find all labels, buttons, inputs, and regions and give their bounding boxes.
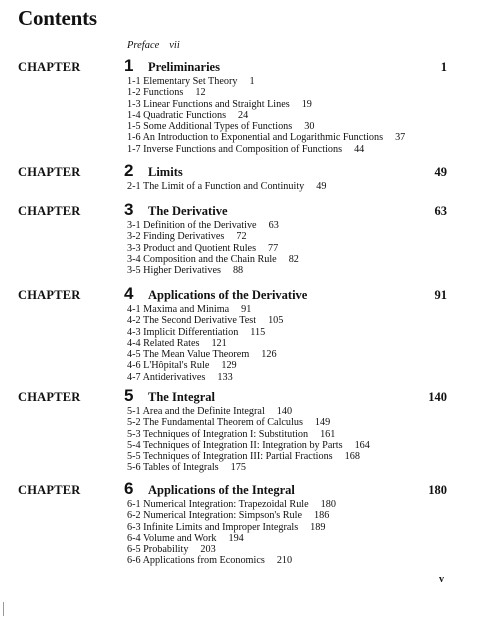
- chapter-number: 2: [124, 161, 134, 180]
- section-entry: [127, 315, 283, 326]
- section-list: [127, 406, 370, 474]
- section-page: 210: [276, 555, 293, 567]
- section-entry: [127, 327, 283, 338]
- section-number: 5-5: [127, 451, 141, 463]
- section-page: 82: [288, 253, 299, 265]
- section-number: 5-4: [127, 439, 141, 451]
- section-number: 5-6: [127, 462, 141, 474]
- section-entry: [127, 144, 405, 155]
- section-entry: [127, 243, 299, 254]
- section-title: Area and the Definite Integral: [142, 406, 265, 417]
- section-entry: [127, 121, 405, 132]
- section-entry: [127, 429, 370, 440]
- section-title: Antiderivatives: [142, 371, 206, 383]
- section-number: 5-2: [127, 417, 141, 429]
- section-page: 126: [261, 349, 277, 361]
- section-entry: [127, 451, 370, 462]
- section-title: Quadratic Functions: [143, 109, 227, 121]
- section-number: 1-7: [127, 143, 141, 155]
- section-entry: [127, 231, 299, 242]
- section-number: 1-3: [127, 98, 141, 110]
- chapter-word: CHAPTER: [18, 483, 81, 497]
- section-title: Volume and Work: [142, 532, 217, 544]
- section-title: Numerical Integration: Trapezoidal Rule: [143, 499, 309, 510]
- chapter-page: 180: [428, 483, 447, 497]
- section-number: 6-2: [127, 510, 141, 522]
- chapter-title: The Integral: [148, 390, 216, 404]
- chapter-word: CHAPTER: [18, 165, 81, 179]
- section-page: 77: [268, 242, 279, 254]
- section-page: 91: [241, 304, 252, 315]
- section-title: Composition and the Chain Rule: [143, 253, 277, 265]
- section-page: 161: [320, 428, 336, 440]
- section-entry: [127, 522, 336, 533]
- section-title: Techniques of Integration III: Partial Fractions: [142, 451, 333, 463]
- section-entry: [127, 360, 283, 371]
- section-entry: [127, 462, 370, 473]
- chapter-page: 140: [428, 390, 447, 404]
- section-number: 3-2: [127, 231, 141, 243]
- section-number: 1-4: [127, 109, 141, 121]
- section-list: [127, 220, 299, 276]
- section-title: The Second Derivative Test: [142, 315, 257, 327]
- section-number: 1-5: [127, 121, 141, 133]
- section-entry: [127, 254, 299, 265]
- section-title: Linear Functions and Straight Lines: [143, 98, 290, 110]
- section-entry: [127, 510, 336, 521]
- section-entry: [127, 76, 405, 87]
- section-title: Techniques of Integration II: Integration by Parts: [142, 439, 343, 451]
- section-list: [127, 181, 326, 192]
- preface-label: Preface: [127, 40, 160, 51]
- section-entry: [127, 372, 283, 383]
- section-entry: [127, 349, 283, 360]
- section-page: 180: [320, 499, 336, 510]
- section-page: 121: [211, 337, 227, 349]
- section-number: 5-3: [127, 428, 141, 440]
- section-page: 129: [221, 360, 237, 372]
- section-title: Tables of Integrals: [142, 462, 219, 474]
- section-number: 4-5: [127, 349, 141, 361]
- section-number: 3-4: [127, 253, 141, 265]
- chapter-title: Preliminaries: [148, 60, 220, 74]
- section-title: Elementary Set Theory: [143, 76, 238, 87]
- section-page: 12: [195, 87, 206, 99]
- section-page: 37: [395, 132, 406, 144]
- chapter-word: CHAPTER: [18, 204, 81, 218]
- section-title: Probability: [143, 544, 189, 556]
- preface-page: vii: [169, 40, 180, 51]
- section-entry: [127, 181, 326, 192]
- section-page: 168: [344, 451, 360, 463]
- section-page: 186: [314, 510, 330, 522]
- section-entry: [127, 555, 336, 566]
- chapter-title: The Derivative: [148, 204, 228, 218]
- section-entry: [127, 440, 370, 451]
- section-number: 4-7: [127, 371, 141, 383]
- section-title: Functions: [143, 87, 184, 99]
- section-page: 1: [249, 76, 255, 87]
- section-entry: [127, 110, 405, 121]
- section-page: 30: [304, 121, 315, 133]
- section-title: Finding Derivatives: [143, 231, 225, 243]
- section-title: Some Additional Types of Functions: [143, 121, 293, 133]
- chapter-word: CHAPTER: [18, 390, 81, 404]
- chapter-number: 3: [124, 200, 134, 219]
- page-folio: v: [439, 574, 444, 585]
- chapter-number: 5: [124, 386, 134, 405]
- section-title: Techniques of Integration I: Substitution: [142, 428, 309, 440]
- section-entry: [127, 265, 299, 276]
- chapter-word: CHAPTER: [18, 288, 81, 302]
- chapter-title: Limits: [148, 165, 183, 179]
- section-page: 140: [276, 406, 293, 417]
- section-title: Infinite Limits and Improper Integrals: [143, 521, 299, 533]
- section-entry: [127, 533, 336, 544]
- scan-edge-mark: [3, 602, 4, 616]
- chapter-number: 4: [124, 284, 134, 303]
- section-number: 6-1: [127, 499, 141, 510]
- section-entry: [127, 544, 336, 555]
- section-title: Definition of the Derivative: [143, 220, 257, 231]
- section-number: 6-6: [127, 555, 141, 567]
- section-number: 6-3: [127, 521, 141, 533]
- section-number: 3-3: [127, 242, 141, 254]
- chapter-number: 1: [124, 56, 134, 75]
- section-page: 44: [354, 143, 365, 155]
- section-entry: [127, 338, 283, 349]
- section-page: 149: [314, 417, 331, 429]
- section-number: 5-1: [127, 406, 141, 417]
- chapter-page: 91: [434, 288, 447, 302]
- section-title: The Mean Value Theorem: [142, 349, 250, 361]
- chapter-number: 6: [124, 479, 134, 498]
- section-entry: [127, 220, 299, 231]
- section-entry: [127, 499, 336, 510]
- section-entry: [127, 406, 370, 417]
- section-title: Applications from Economics: [142, 555, 265, 567]
- section-page: 175: [230, 462, 246, 474]
- section-page: 194: [228, 532, 244, 544]
- section-title: Product and Quotient Rules: [143, 242, 257, 254]
- section-title: L'Hôpital's Rule: [143, 360, 210, 372]
- section-number: 1-6: [127, 132, 141, 144]
- section-page: 105: [268, 315, 284, 327]
- section-title: Related Rates: [143, 337, 200, 349]
- section-list: [127, 304, 283, 383]
- section-title: Inverse Functions and Composition of Functions: [143, 143, 343, 155]
- section-number: 3-1: [127, 220, 141, 231]
- section-page: 63: [268, 220, 279, 231]
- section-entry: [127, 132, 405, 143]
- section-number: 4-3: [127, 326, 141, 338]
- section-page: 88: [232, 265, 244, 277]
- section-list: [127, 76, 405, 155]
- section-title: The Limit of a Function and Continuity: [142, 181, 305, 192]
- section-number: 6-4: [127, 532, 141, 544]
- section-page: 24: [238, 109, 249, 121]
- section-page: 19: [301, 98, 312, 110]
- section-number: 4-1: [127, 304, 141, 315]
- section-page: 72: [236, 231, 247, 243]
- section-entry: [127, 87, 405, 98]
- section-number: 1-1: [127, 76, 141, 87]
- preface-entry: [127, 40, 180, 51]
- chapter-title: Applications of the Integral: [148, 483, 295, 497]
- section-number: 1-2: [127, 87, 141, 99]
- section-number: 2-1: [127, 181, 141, 192]
- section-title: Higher Derivatives: [143, 265, 221, 277]
- section-page: 49: [316, 181, 327, 192]
- section-title: Numerical Integration: Simpson's Rule: [143, 510, 303, 522]
- section-title: The Fundamental Theorem of Calculus: [142, 417, 303, 429]
- section-entry: [127, 99, 405, 110]
- section-number: 6-5: [127, 544, 141, 556]
- section-entry: [127, 417, 370, 428]
- section-title: Implicit Differentiation: [143, 326, 239, 338]
- chapter-page: 1: [440, 60, 447, 74]
- section-title: Maxima and Minima: [143, 304, 230, 315]
- section-number: 4-2: [127, 315, 141, 327]
- section-title: An Introduction to Exponential and Logarithmic Functions: [142, 132, 384, 144]
- section-page: 189: [310, 521, 326, 533]
- section-entry: [127, 304, 283, 315]
- section-number: 4-4: [127, 337, 141, 349]
- section-number: 4-6: [127, 360, 141, 372]
- chapter-page: 49: [434, 165, 447, 179]
- section-list: [127, 499, 336, 567]
- section-page: 164: [354, 439, 370, 451]
- chapter-title: Applications of the Derivative: [148, 288, 308, 302]
- section-page: 203: [200, 544, 216, 556]
- section-page: 115: [250, 326, 266, 338]
- section-page: 133: [217, 371, 233, 383]
- chapter-word: CHAPTER: [18, 60, 81, 74]
- page-title: Contents: [18, 6, 97, 30]
- section-number: 3-5: [127, 265, 141, 277]
- chapter-page: 63: [434, 204, 447, 218]
